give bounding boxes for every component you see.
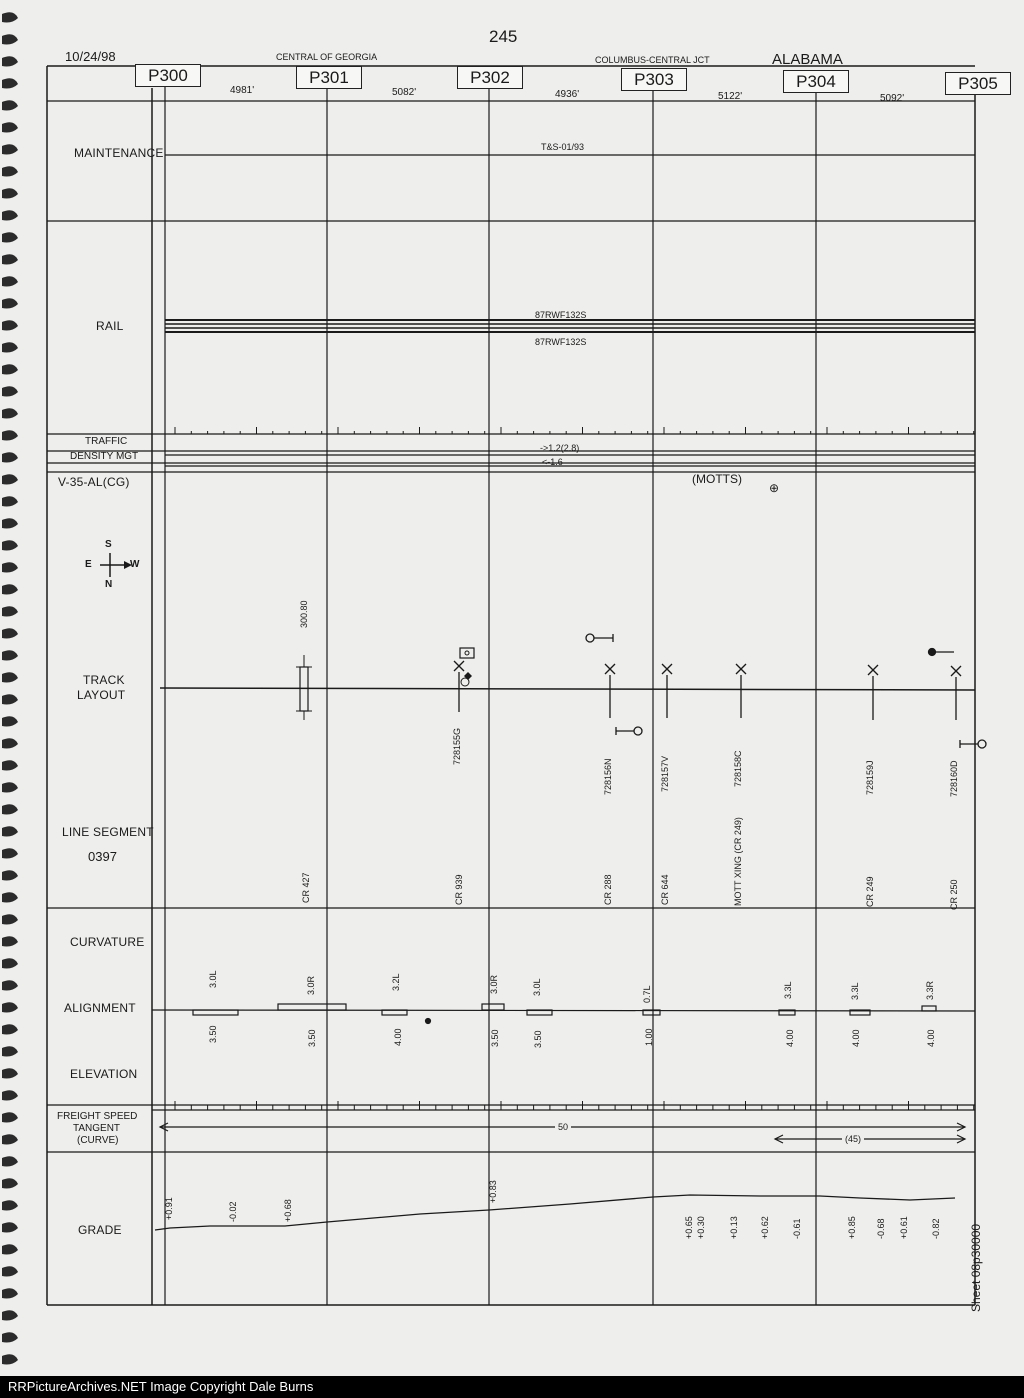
- milepost-p300: P300: [135, 64, 201, 87]
- distance-1: 4981': [230, 85, 255, 96]
- grade-12: +0.61: [899, 1216, 909, 1239]
- compass-rose: [84, 540, 144, 590]
- traffic-east: ->1.2(2.8): [540, 443, 580, 453]
- milepost-p302: P302: [457, 66, 523, 89]
- page-number: 245: [489, 27, 518, 46]
- milepost-p305: P305: [945, 72, 1011, 95]
- subdivision-name: COLUMBUS-CENTRAL JCT: [595, 55, 710, 65]
- road-cr427: CR 427: [301, 872, 311, 903]
- row-valuation: V-35-AL(CG): [58, 475, 130, 489]
- grade-5: +0.65: [684, 1216, 694, 1239]
- maintenance-note: T&S-01/93: [541, 142, 585, 152]
- road-6: CR 250: [949, 879, 959, 910]
- row-freight-speed: FREIGHT SPEED: [57, 1111, 138, 1122]
- road-3: CR 644: [660, 874, 670, 905]
- grade-3: +0.68: [283, 1199, 293, 1222]
- signal-head: [978, 740, 986, 748]
- distance-5: 5092': [880, 93, 905, 104]
- grade-2: -0.02: [228, 1201, 238, 1222]
- row-track: TRACK: [83, 673, 125, 687]
- curve-box: [193, 1010, 238, 1015]
- row-curvature: CURVATURE: [70, 935, 145, 949]
- curve-deg-2: 3.0R: [306, 975, 316, 995]
- row-layout: LAYOUT: [77, 688, 126, 702]
- rail-weight-top: 87RWF132S: [535, 310, 587, 320]
- row-rail: RAIL: [96, 319, 124, 333]
- signal-head: [586, 634, 594, 642]
- state-name: ALABAMA: [772, 51, 843, 68]
- elev-6: 1.00: [644, 1028, 654, 1046]
- bridge-icon: [290, 655, 320, 720]
- crossing-id-3: 728157V: [660, 755, 670, 792]
- elev-8: 4.00: [851, 1029, 861, 1047]
- signal-head: [929, 649, 936, 656]
- curve-box: [922, 1006, 936, 1011]
- station-name: (MOTTS): [692, 472, 742, 486]
- sheet-id: Sheet 08p30000: [969, 1223, 983, 1312]
- speed-curve: (45): [842, 1135, 864, 1144]
- signal-head: [634, 727, 642, 735]
- grade-6: +0.30: [696, 1216, 706, 1239]
- grade-4: +0.83: [488, 1180, 498, 1203]
- road-4: MOTT XING (CR 249): [733, 817, 743, 906]
- speed-tangent: 50: [555, 1123, 571, 1132]
- line-segment-number: 0397: [88, 849, 117, 864]
- compass-e: E: [85, 559, 92, 570]
- curve-deg-5: 3.0L: [532, 978, 542, 996]
- row-tangent: TANGENT: [73, 1123, 121, 1134]
- compass-w: W: [130, 559, 140, 570]
- grade-10: +0.85: [847, 1216, 857, 1239]
- row-traffic: TRAFFIC: [85, 436, 128, 447]
- chart-date: 10/24/98: [65, 49, 116, 64]
- row-maintenance: MAINTENANCE: [74, 146, 164, 160]
- grade-8: +0.62: [760, 1216, 770, 1239]
- crossing-id-2: 728156N: [603, 758, 613, 795]
- elev-4: 3.50: [490, 1029, 500, 1047]
- curve-deg-1: 3.0L: [208, 970, 218, 988]
- elev-7: 4.00: [785, 1029, 795, 1047]
- rail-weight-bottom: 87RWF132S: [535, 337, 587, 347]
- grade-11: -0.68: [876, 1218, 886, 1239]
- row-curve: (CURVE): [77, 1135, 119, 1146]
- elev-1: 3.50: [208, 1025, 218, 1043]
- compass-s: S: [105, 539, 112, 550]
- curve-deg-8: 3.3L: [850, 982, 860, 1000]
- milepost-p304: P304: [783, 70, 849, 93]
- curve-deg-9: 3.3R: [925, 980, 935, 1000]
- crossing-id-1: 728155G: [452, 727, 462, 765]
- milepost-p303: P303: [621, 68, 687, 91]
- crossing-id-4: 728158C: [733, 750, 743, 787]
- copyright-footer: RRPictureArchives.NET Image Copyright Dale Burns: [0, 1376, 1024, 1398]
- curve-box: [278, 1004, 346, 1010]
- road-2: CR 288: [603, 874, 613, 905]
- elev-2: 3.50: [307, 1029, 317, 1047]
- curve-deg-6: 0.7L: [642, 985, 652, 1003]
- traffic-west: <-1.6: [542, 457, 563, 467]
- distance-2: 5082': [392, 87, 417, 98]
- elev-9: 4.00: [926, 1029, 936, 1047]
- bridge-label: 300.80: [299, 600, 309, 628]
- road-5: CR 249: [865, 876, 875, 907]
- distance-4: 5122': [718, 91, 743, 102]
- row-density: DENSITY MGT: [70, 451, 139, 462]
- signal-gate-icon: [450, 646, 480, 691]
- railroad-name: CENTRAL OF GEORGIA: [276, 52, 378, 62]
- curve-deg-4: 3.0R: [489, 974, 499, 994]
- curve-deg-7: 3.3L: [783, 981, 793, 999]
- crossing-id-6: 728160D: [949, 760, 959, 797]
- road-1: CR 939: [454, 874, 464, 905]
- row-elevation: ELEVATION: [70, 1067, 138, 1081]
- compass-n: N: [105, 579, 113, 590]
- alignment-dot: [426, 1019, 431, 1024]
- milepost-p301: P301: [296, 66, 362, 89]
- row-alignment: ALIGNMENT: [64, 1001, 136, 1015]
- grade-1: +0.91: [164, 1197, 174, 1220]
- curve-box: [482, 1004, 504, 1010]
- grade-13: -0.82: [931, 1218, 941, 1239]
- row-line-segment: LINE SEGMENT: [62, 825, 154, 839]
- distance-3: 4936': [555, 89, 580, 100]
- grade-7: +0.13: [729, 1216, 739, 1239]
- grade-9: -0.61: [792, 1218, 802, 1239]
- row-grade: GRADE: [78, 1223, 122, 1237]
- station-symbol: ⊕: [769, 481, 780, 495]
- crossing-id-5: 728159J: [865, 760, 875, 795]
- curve-deg-3: 3.2L: [391, 973, 401, 991]
- elev-3: 4.00: [393, 1028, 403, 1046]
- elev-5: 3.50: [533, 1030, 543, 1048]
